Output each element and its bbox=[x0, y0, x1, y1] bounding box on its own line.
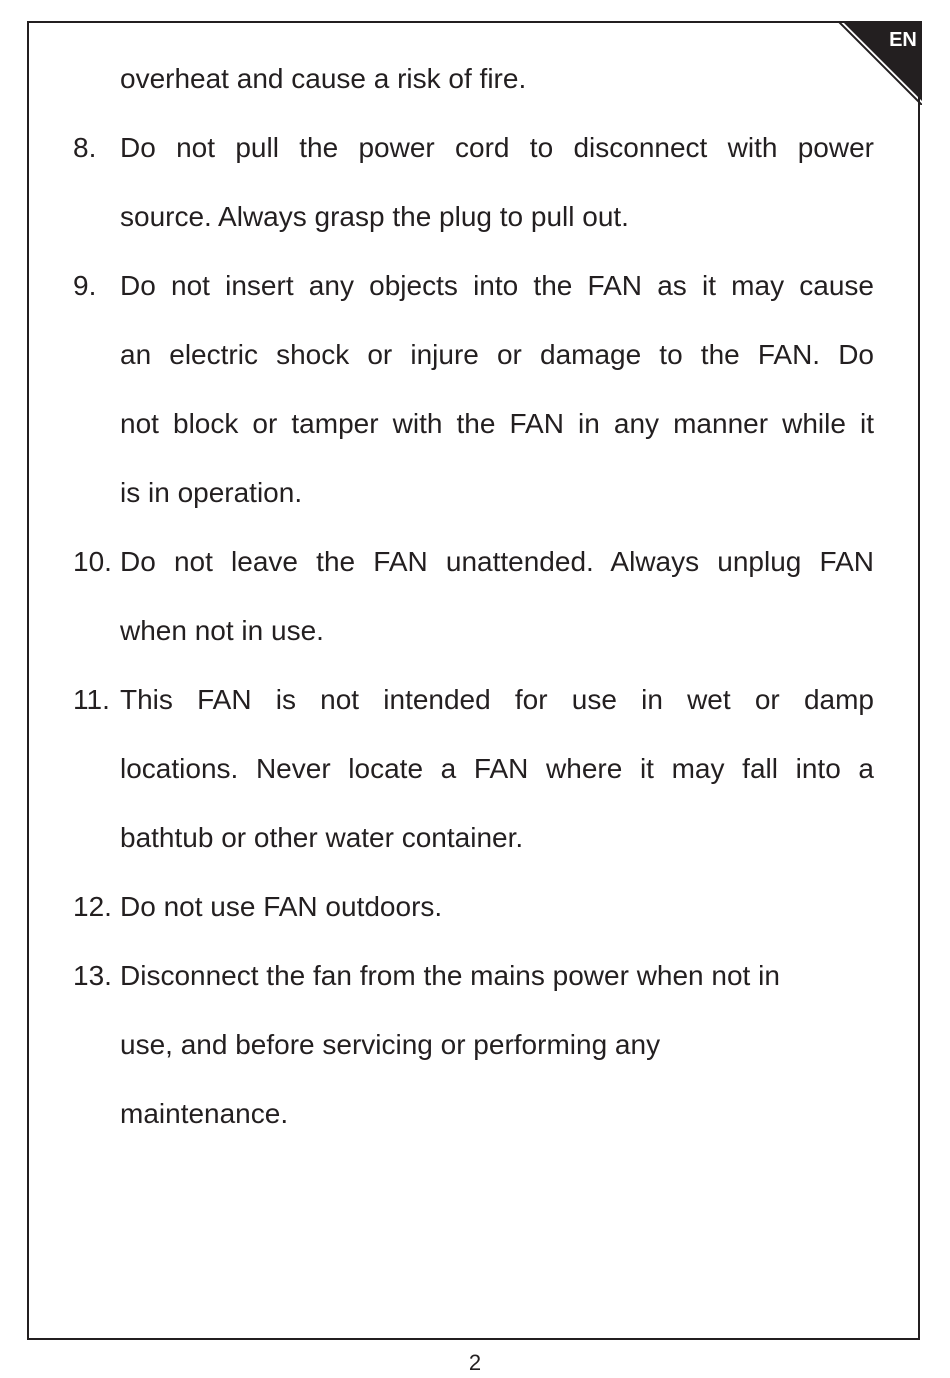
item-line: Do not use FAN outdoors. bbox=[120, 891, 443, 922]
item-line: This FAN is not intended for use in wet or damp bbox=[120, 684, 874, 715]
item-line: an electric shock or injure or damage to the FAN. Do bbox=[120, 339, 874, 370]
intro-line: overheat and cause a risk of fire. bbox=[120, 63, 527, 94]
item-number: 9. bbox=[73, 270, 97, 301]
item-line: Do not insert any objects into the FAN as it may cause bbox=[120, 270, 874, 301]
item-line: is in operation. bbox=[120, 477, 303, 508]
item-line: use, and before servicing or performing any bbox=[120, 1029, 661, 1060]
language-badge: EN bbox=[889, 29, 917, 51]
item-line: bathtub or other water container. bbox=[120, 822, 524, 853]
item-line: Disconnect the fan from the mains power when not in bbox=[120, 960, 780, 991]
item-line: not block or tamper with the FAN in any manner while it bbox=[120, 408, 874, 439]
item-line: when not in use. bbox=[120, 615, 324, 646]
item-line: Do not leave the FAN unattended. Always unplug FAN bbox=[120, 546, 874, 577]
item-number: 10. bbox=[73, 546, 112, 577]
item-number: 13. bbox=[73, 960, 112, 991]
item-line: maintenance. bbox=[120, 1098, 289, 1129]
item-number: 8. bbox=[73, 132, 97, 163]
item-line: locations. Never locate a FAN where it may fall into a bbox=[120, 753, 874, 784]
item-number: 11. bbox=[73, 684, 110, 715]
item-number: 12. bbox=[73, 891, 112, 922]
item-line: Do not pull the power cord to disconnect with power bbox=[120, 132, 874, 163]
page-number: 2 bbox=[468, 1350, 482, 1375]
item-line: source. Always grasp the plug to pull out. bbox=[120, 201, 629, 232]
